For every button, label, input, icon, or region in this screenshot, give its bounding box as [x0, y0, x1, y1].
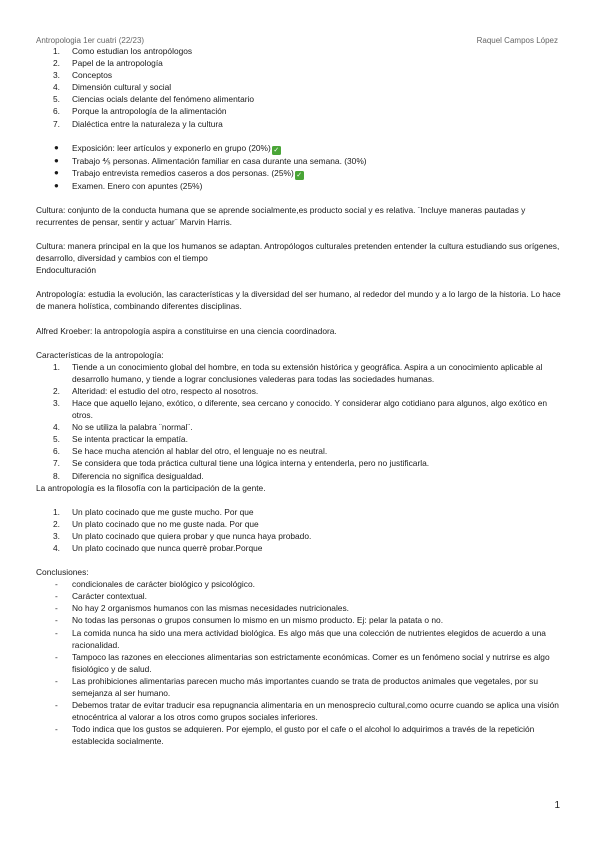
header-author: Raquel Campos López	[476, 36, 558, 45]
list-item-text: Porque la antropología de la alimentación	[72, 106, 227, 117]
dash-marker: -	[55, 651, 58, 662]
list-number: 1.	[53, 361, 60, 372]
conclusion-item	[36, 602, 566, 614]
platos-list	[36, 506, 566, 554]
header-course-title: Antropologia 1er cuatri (22/23)	[36, 36, 145, 45]
dash-marker: -	[55, 591, 58, 602]
list-item-text: Carácter contextual.	[72, 591, 147, 602]
table-of-contents	[36, 45, 566, 130]
conclusion-item	[36, 627, 566, 651]
list-number: 4.	[53, 422, 60, 433]
list-item-text: No hay 2 organismos humanos con las mismas necesidades nutricionales.	[72, 603, 349, 614]
conclusiones-list	[36, 578, 566, 747]
evaluation-item	[36, 180, 566, 192]
caracteristica-item	[36, 397, 566, 421]
list-number: 7.	[53, 458, 60, 469]
dash-marker: -	[55, 603, 58, 614]
toc-item	[36, 81, 566, 93]
dash-marker: -	[55, 675, 58, 686]
toc-item	[36, 69, 566, 81]
check-mark-icon: ✓	[296, 171, 303, 179]
list-item-text: Alteridad: el estudio del otro, respecto al nosotros.	[72, 385, 259, 396]
page-number: 1	[554, 800, 560, 811]
list-item-text: Un plato cocinado que quiera probar y que nunca haya probado.	[72, 530, 312, 541]
paragraph-kroeber: Alfred Kroeber: la antropología aspira a constituirse en una ciencia coordinadora.	[36, 325, 337, 336]
list-item-text: Diferencia no significa desigualdad.	[72, 470, 204, 481]
dash-marker: -	[55, 627, 58, 638]
evaluation-list	[36, 142, 566, 192]
conclusion-item	[36, 590, 566, 602]
toc-item	[36, 118, 566, 130]
bullet-icon: ●	[54, 142, 59, 152]
list-item-text: Un plato cocinado que no me guste nada. Por que	[72, 518, 259, 529]
list-item-text: Debemos tratar de evitar traducir esa repugnancia alimentaria en un menosprecio cultural,como ocurre cuando se aplica una visión etnocéntrica al valorar a los otros como grupos sociales inferiores.	[72, 700, 559, 723]
list-item-text: condicionales de carácter biológico y psicológico.	[72, 579, 255, 590]
list-item-text: Todo indica que los gustos se adquieren. Por ejemplo, el gusto por el cafe o el alcohol lo adquirimos a través de la repetición establecida socialmente.	[72, 724, 535, 747]
list-item-text: Examen. Enero con apuntes (25%)	[72, 180, 203, 191]
bullet-icon: ●	[54, 155, 59, 165]
list-item-text: Conceptos	[72, 70, 113, 81]
list-number: 5.	[53, 94, 60, 105]
conclusion-item	[36, 699, 566, 723]
conclusion-item	[36, 723, 566, 747]
list-item-text: Se intenta practicar la empatía.	[72, 434, 188, 445]
toc-item	[36, 105, 566, 117]
dash-marker: -	[55, 579, 58, 590]
list-number: 8.	[53, 470, 60, 481]
list-item-text: Un plato cocinado que me guste mucho. Por que	[72, 506, 254, 517]
conclusiones-heading: Conclusiones:	[36, 567, 89, 578]
conclusion-item	[36, 675, 566, 699]
list-number: 7.	[53, 118, 60, 129]
paragraph-endoculturacion: Endoculturación	[36, 265, 97, 276]
list-number: 2.	[53, 385, 60, 396]
list-number: 1.	[53, 506, 60, 517]
plato-item	[36, 518, 566, 530]
list-number: 4.	[53, 82, 60, 93]
list-item-text: No todas las personas o grupos consumen lo mismo en un mismo producto. Ej: pelar la patata o no.	[72, 615, 444, 626]
list-number: 2.	[53, 58, 60, 69]
dash-marker: -	[55, 615, 58, 626]
evaluation-item	[36, 155, 566, 167]
conclusion-item	[36, 651, 566, 675]
caracteristicas-heading: Características de la antropología:	[36, 349, 164, 360]
plato-item	[36, 542, 566, 554]
toc-item	[36, 45, 566, 57]
conclusion-item	[36, 614, 566, 626]
bullet-icon: ●	[54, 167, 59, 177]
bullet-icon: ●	[54, 180, 59, 190]
list-number: 3.	[53, 397, 60, 408]
list-item-text: Ciencias ocials delante del fenómeno alimentario	[72, 94, 255, 105]
toc-item	[36, 93, 566, 105]
caracteristica-item	[36, 433, 566, 445]
list-item-text: Dimensión cultural y social	[72, 82, 172, 93]
list-number: 4.	[53, 543, 60, 553]
plato-item	[36, 530, 566, 542]
list-item-text: Trabajo entrevista remedios caseros a dos personas. (25%)	[72, 167, 294, 178]
list-item-text: Papel de la antropología	[72, 58, 163, 69]
plato-item	[36, 506, 566, 518]
list-item-text: Exposición: leer artículos y exponerlo en grupo (20%)	[72, 142, 271, 153]
evaluation-item	[36, 167, 566, 180]
evaluation-item	[36, 142, 566, 155]
caracteristica-item	[36, 445, 566, 457]
paragraph-antropologia: Antropología: estudia la evolución, las características y la diversidad del ser humano, al rededor del mundo y a lo largo de la historia. Lo hace de manera holística, combinando diferentes disciplinas.	[36, 289, 561, 312]
conclusion-item	[36, 578, 566, 590]
caracteristica-item	[36, 385, 566, 397]
list-number: 3.	[53, 530, 60, 541]
list-item-text: Hace que aquello lejano, exótico, o diferente, sea cercano y conocido. Y considerar algo cotidiano para algunos, algo exótico en otros.	[72, 397, 548, 421]
caracteristica-item	[36, 361, 566, 385]
list-number: 2.	[53, 518, 60, 529]
list-item-text: Como estudian los antropólogos	[72, 46, 193, 56]
caracteristica-item	[36, 421, 566, 433]
list-number: 5.	[53, 434, 60, 445]
dash-marker: -	[55, 724, 58, 735]
list-item-text: La comida nunca ha sido una mera actividad biológica. Es algo más que una colección de nutrientes elegidos de acuerdo a una racionalidad.	[72, 627, 546, 650]
list-item-text: Trabajo ⅘ personas. Alimentación familiar en casa durante una semana. (30%)	[72, 155, 367, 166]
paragraph-cultura-2: Cultura: manera principal en la que los humanos se adaptan. Antropólogos culturales pretenden entender la cultura estudiando sus orígenes, desarrollo, diversidad y cambios con el tiempo	[36, 241, 560, 264]
list-number: 3.	[53, 70, 60, 81]
list-item-text: Tiende a un conocimiento global del hombre, en toda su extensión histórica y geográfica. Aspira a un conocimiento aplicable al desarrollo humano, y tiende a lograr conclusiones valederas para todas las sociedades humanas.	[72, 361, 543, 384]
list-number: 6.	[53, 446, 60, 457]
list-item-text: Dialéctica entre la naturaleza y la cultura	[72, 118, 223, 129]
list-item-text: No se utiliza la palabra ¨normal¨.	[72, 422, 193, 433]
list-item-text: Se hace mucha atención al hablar del otro, el lenguaje no es neutral.	[72, 446, 328, 457]
dash-marker: -	[55, 700, 58, 711]
list-number: 6.	[53, 106, 60, 117]
list-item-text: Un plato cocinado que nunca querrè probar.Porque	[72, 543, 263, 553]
list-item-text: Tampoco las razones en elecciones alimentarias son estrictamente económicas. Comer es un fenómeno social y nutrirse es algo fisiológico y de salud.	[72, 651, 550, 674]
list-item-text: Las prohibiciones alimentarias parecen mucho más importantes cuando se trata de productos animales que vegetales, por su semejanza al ser humano.	[72, 675, 539, 699]
caracteristica-item	[36, 470, 566, 482]
caracteristica-item	[36, 457, 566, 469]
paragraph-cultura-1: Cultura: conjunto de la conducta humana que se aprende socialmente,es producto social y es relativa. ¨Incluye maneras pautadas y recurrentes de pensar, sentir y actuar¨ Marvin Harris.	[36, 204, 526, 227]
toc-item	[36, 57, 566, 69]
paragraph-filosofia: La antropología es la filosofía con la participación de la gente.	[36, 482, 266, 493]
page-content	[36, 45, 566, 748]
list-item-text: Se considera que toda práctica cultural tiene una lógica interna y entenderla, pero no justificarla.	[72, 458, 430, 469]
list-number: 1.	[53, 46, 60, 56]
caracteristicas-list	[36, 361, 566, 482]
check-mark-icon: ✓	[273, 146, 280, 154]
